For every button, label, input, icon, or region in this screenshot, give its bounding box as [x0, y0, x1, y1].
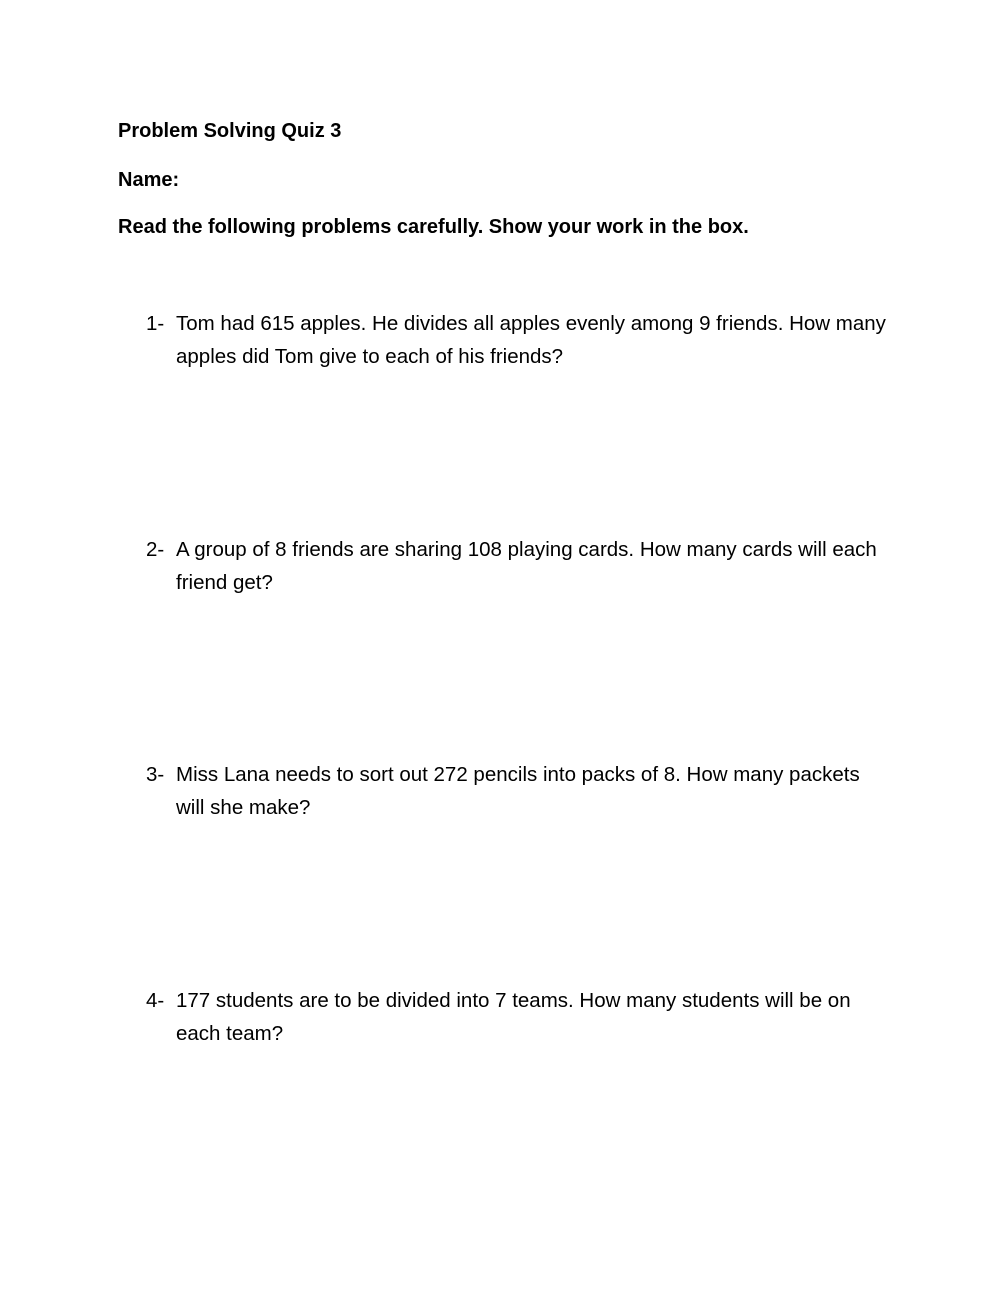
problem-text: Tom had 615 apples. He divides all apples evenly among 9 friends. How many apples did Tom give to each of his friends?: [176, 312, 886, 368]
quiz-title: Problem Solving Quiz 3: [118, 120, 342, 142]
problem-text: A group of 8 friends are sharing 108 playing cards. How many cards will each friend get?: [176, 538, 877, 594]
problem-number: 3-: [146, 763, 165, 786]
problem-text: 177 students are to be divided into 7 teams. How many students will be on each team?: [176, 989, 851, 1045]
problem-item: [146, 307, 886, 373]
instructions: Read the following problems carefully. Show your work in the box.: [118, 216, 749, 238]
problem-item: [146, 533, 886, 599]
problem-item: [146, 984, 886, 1050]
problem-number: 2-: [146, 538, 165, 561]
name-label: Name:: [118, 169, 180, 191]
problem-number: 4-: [146, 989, 165, 1012]
problem-number: 1-: [146, 312, 165, 335]
problem-text: Miss Lana needs to sort out 272 pencils into packs of 8. How many packets will she make?: [176, 763, 860, 819]
problem-item: [146, 758, 886, 824]
